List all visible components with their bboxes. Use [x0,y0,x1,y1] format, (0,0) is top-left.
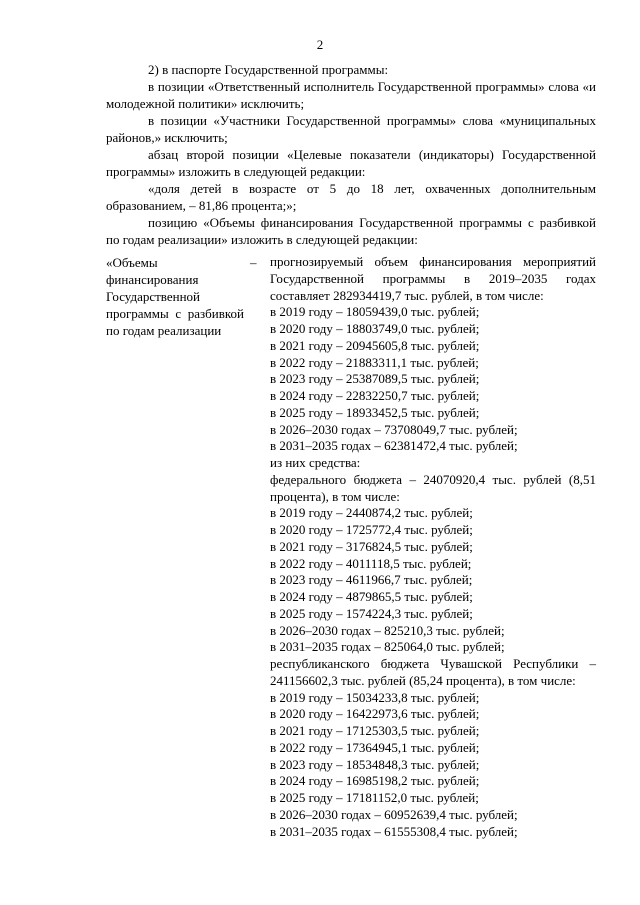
funding-line: в 2024 году – 4879865,5 тыс. рублей; [270,589,473,604]
funding-line: в 2020 году – 16422973,6 тыс. рублей; [270,706,480,722]
funding-line: в 2019 году – 18059439,0 тыс. рублей; [270,304,480,320]
funding-line: в 2026–2030 годах – 825210,3 тыс. рублей; [270,622,505,638]
funding-line: в 2023 году – 4611966,7 тыс. рублей; [270,572,473,588]
funding-line: в 2026–2030 годах – 73708049,7 тыс. рублей; [270,421,518,437]
funding-line: в 2026–2030 годах – 60952639,4 тыс. рублей; [270,806,518,822]
funding-line: в 2025 году – 1574224,3 тыс. рублей; [270,605,473,621]
page-number: 2 [316,37,324,52]
intro-paragraph: в позиции «Участники Государственной программы» слова «муниципальных районов,» исключить; [106,113,596,145]
intro-paragraph: в позиции «Ответственный исполнитель Государственной программы» слова «и молодежной политики» исключить; [106,79,596,111]
funding-line: федерального бюджета – 24070920,4 тыс. рублей (8,51 процента), в том числе: [270,471,596,504]
funding-line: в 2020 году – 18803749,0 тыс. рублей; [270,321,480,336]
funding-line: в 2025 году – 17181152,0 тыс. рублей; [270,790,479,805]
funding-line: в 2021 году – 20945605,8 тыс. рублей; [270,337,480,353]
funding-line: в 2031–2035 годах – 62381472,4 тыс. рублей; [270,438,518,454]
funding-line: в 2031–2035 годах – 61555308,4 тыс. рублей; [270,823,518,839]
funding-line: в 2024 году – 16985198,2 тыс. рублей; [270,773,480,789]
funding-line: в 2019 году – 2440874,2 тыс. рублей; [270,505,473,521]
funding-line: в 2024 году – 22832250,7 тыс. рублей; [270,388,480,403]
funding-line: в 2021 году – 3176824,5 тыс. рублей; [270,538,473,554]
intro-paragraph: «доля детей в возрасте от 5 до 18 лет, охваченных дополнительным образованием, – 81,86 процента;»; [106,181,596,213]
funding-line: республиканского бюджета Чувашской Республики – 241156602,3 тыс. рублей (85,24 процента), в том числе: [270,656,596,688]
funding-line: в 2025 году – 18933452,5 тыс. рублей; [270,404,480,420]
intro-paragraph: 2) в паспорте Государственной программы: [148,62,389,77]
funding-line: в 2021 году – 17125303,5 тыс. рублей; [270,723,480,738]
funding-line: в 2019 году – 15034233,8 тыс. рублей; [270,689,480,705]
funding-label: «Объемы финансирования Государственной программы с разбивкой по годам реализации [106,255,244,338]
funding-line: в 2031–2035 годах – 825064,0 тыс. рублей; [270,639,505,655]
funding-line: в 2023 году – 18534848,3 тыс. рублей; [270,756,480,772]
label-dash: – [250,255,257,270]
intro-paragraph: абзац второй позиции «Целевые показатели (индикаторы) Государственной программы» изложить в следующей редакции: [106,147,596,179]
funding-details [270,254,596,840]
funding-line: в 2022 году – 21883311,1 тыс. рублей; [270,354,479,370]
funding-line: в 2022 году – 4011118,5 тыс. рублей; [270,555,472,571]
intro-section [106,61,596,248]
funding-line: в 2023 году – 25387089,5 тыс. рублей; [270,371,480,387]
funding-line: прогнозируемый объем финансирования мероприятий Государственной программы в 2019–2035 годах составляет 282934419,7 тыс. рублей, в том числе: [270,254,596,303]
intro-paragraph: позицию «Объемы финансирования Государственной программы с разбивкой по годам реализации» изложить в следующей редакции: [106,215,596,247]
funding-line: в 2022 году – 17364945,1 тыс. рублей; [270,739,480,755]
funding-line: из них средства: [270,455,361,470]
funding-line: в 2020 году – 1725772,4 тыс. рублей; [270,522,473,537]
